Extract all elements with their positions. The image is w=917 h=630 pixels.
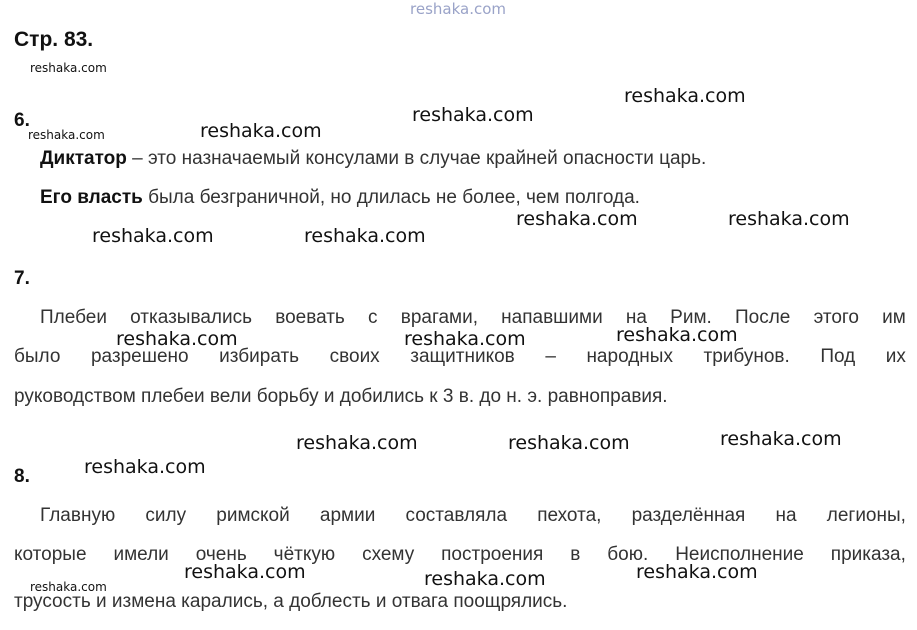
question-6-number: 6. — [14, 110, 30, 131]
q7-line-1 — [40, 307, 906, 329]
q6-definition: – это назначаемый консулами в случае крайней опасности царь. — [126, 148, 707, 169]
word: их — [885, 346, 906, 367]
q7-line-3: руководством плебеи вели борьбу и добились к 3 в. до н. э. равноправия. — [14, 386, 668, 407]
word: воевать — [275, 307, 345, 328]
q8-line-3: трусость и измена карались, а доблесть и отвага поощрялись. — [14, 591, 568, 612]
q6-power-text: была безграничной, но длилась не более, чем полгода. — [142, 187, 640, 208]
word: защитников — [410, 346, 515, 367]
watermark: reshaka.com — [296, 432, 418, 454]
q8-line-2 — [14, 544, 906, 566]
word: избирать — [219, 346, 300, 367]
word: пехота, — [537, 505, 602, 526]
question-7-number: 7. — [14, 268, 30, 289]
watermark: reshaka.com — [636, 561, 758, 583]
watermark: reshaka.com — [624, 85, 746, 107]
watermark: reshaka.com — [304, 225, 426, 247]
q6-term-dictator: Диктатор — [40, 148, 127, 169]
word: с — [368, 307, 378, 328]
word: своих — [329, 346, 380, 367]
word: трибунов. — [703, 346, 790, 367]
watermark: reshaka.com — [516, 208, 638, 230]
watermark: reshaka.com — [508, 432, 630, 454]
word: легионы, — [826, 505, 906, 526]
q8-line-1 — [40, 505, 906, 527]
watermark: reshaka.com — [84, 456, 206, 478]
word: разделённая — [631, 505, 746, 526]
watermark: reshaka.com — [424, 568, 546, 590]
word: построения — [441, 544, 544, 565]
word: на — [625, 307, 647, 328]
word: Под — [820, 346, 856, 367]
watermark: reshaka.com — [412, 104, 534, 126]
word: – — [545, 346, 556, 367]
word: Плебеи — [40, 307, 107, 328]
word: на — [775, 505, 797, 526]
watermark: reshaka.com — [28, 128, 105, 142]
q6-line-2 — [40, 187, 640, 209]
word: им — [882, 307, 906, 328]
q6-line-1 — [40, 148, 706, 170]
word: имели — [113, 544, 169, 565]
word: бою. — [607, 544, 649, 565]
word: составляла — [405, 505, 508, 526]
watermark: reshaka.com — [720, 428, 842, 450]
word: чёткую — [273, 544, 336, 565]
word: Главную — [40, 505, 116, 526]
word: Неисполнение — [675, 544, 804, 565]
word: было — [14, 346, 61, 367]
q6-term-power: Его власть — [40, 187, 143, 208]
watermark: reshaka.com — [404, 328, 526, 350]
word: народных — [586, 346, 673, 367]
word: силу — [145, 505, 187, 526]
watermark: reshaka.com — [30, 61, 107, 75]
word: которые — [14, 544, 87, 565]
word: армии — [319, 505, 376, 526]
question-8-number: 8. — [14, 466, 30, 487]
word: этого — [813, 307, 859, 328]
word: разрешено — [90, 346, 189, 367]
watermark: reshaka.com — [728, 208, 850, 230]
word: очень — [195, 544, 247, 565]
word: отказывались — [130, 307, 252, 328]
watermark: reshaka.com — [92, 225, 214, 247]
watermark: reshaka.com — [616, 324, 738, 346]
watermark: reshaka.com — [30, 580, 107, 594]
word: напавшими — [501, 307, 603, 328]
word: врагами, — [400, 307, 478, 328]
word: схему — [362, 544, 415, 565]
word: приказа, — [830, 544, 906, 565]
word: в — [570, 544, 581, 565]
page-number: Стр. 83. — [14, 28, 94, 51]
word: римской — [216, 505, 290, 526]
watermark: reshaka.com — [200, 120, 322, 142]
word: После — [734, 307, 791, 328]
watermark: reshaka.com — [184, 561, 306, 583]
header-watermark: reshaka.com — [410, 0, 506, 18]
watermark: reshaka.com — [116, 328, 238, 350]
word: Рим. — [670, 307, 712, 328]
